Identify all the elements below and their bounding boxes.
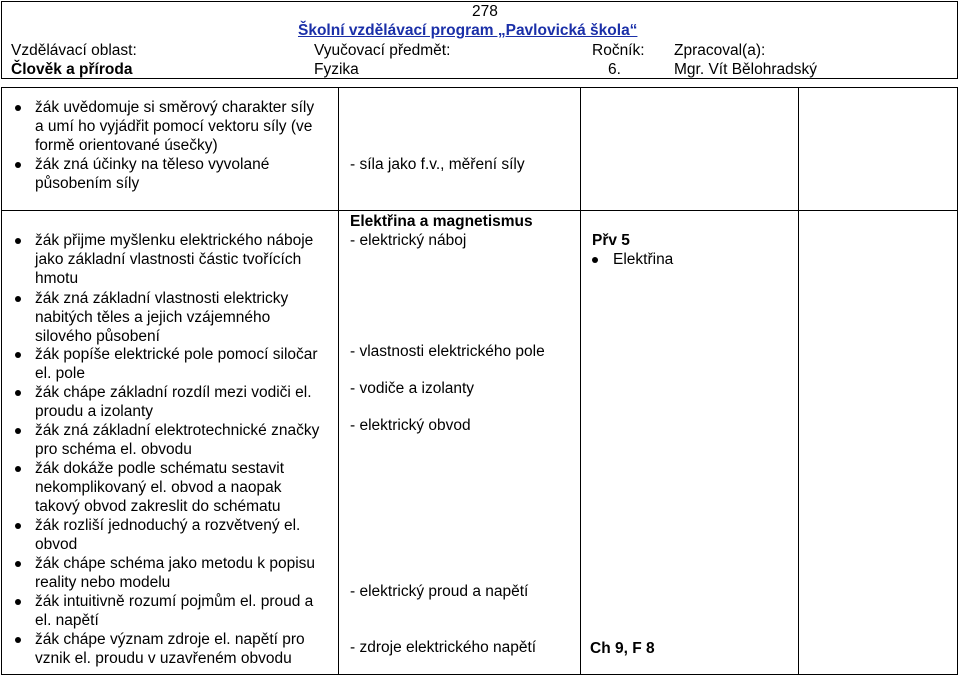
outcome-line: proudu a izolanty <box>35 403 154 420</box>
subject-value: Fyzika <box>314 61 359 78</box>
bullet-icon <box>15 466 21 472</box>
outcome-line: žák zná účinky na těleso vyvolané <box>35 156 270 173</box>
curriculum-item: - vlastnosti elektrického pole <box>350 343 545 360</box>
outcome-line: žák uvědomuje si směrový charakter síly <box>35 99 315 116</box>
outcome-line: žák chápe základní rozdíl mezi vodiči el. <box>35 384 312 401</box>
field-label: Vzdělávací oblast: <box>11 42 137 59</box>
links-heading: Přv 5 <box>592 232 630 249</box>
outcome-line: reality nebo modelu <box>35 574 171 591</box>
outcome-line: nabitých těles a jejich vzájemného <box>35 309 271 326</box>
outcome-line: pro schéma el. obvodu <box>35 441 192 458</box>
outcome-line: žák přijme myšlenku elektrického náboje <box>35 232 314 249</box>
links-bottom: Ch 9, F 8 <box>590 640 655 657</box>
curriculum-item: - elektrický náboj <box>350 232 467 249</box>
bullet-icon <box>15 523 21 529</box>
page-number: 278 <box>472 3 498 20</box>
curriculum-item: - vodiče a izolanty <box>350 380 475 397</box>
outcome-line: žák zná základní elektrotechnické značky <box>35 422 320 439</box>
outcome-line: jako základní vlastnosti částic tvořících <box>35 251 302 268</box>
column-divider-1 <box>338 87 339 675</box>
curriculum-item: - zdroje elektrického napětí <box>350 639 537 656</box>
column-divider-3 <box>798 87 799 675</box>
curriculum-item: - elektrický obvod <box>350 417 471 434</box>
author-label: Zpracoval(a): <box>674 42 766 59</box>
bullet-icon <box>15 637 21 643</box>
outcome-line: vznik el. proudu v uzavřeném obvodu <box>35 650 292 667</box>
bullet-icon <box>15 599 21 605</box>
program-title: Školní vzdělávací program „Pavlovická škola“ <box>298 22 638 39</box>
outcome-line: a umí ho vyjádřit pomocí vektoru síly (ve <box>35 118 313 135</box>
grade-label: Ročník: <box>592 42 645 59</box>
curriculum-item: - elektrický proud a napětí <box>350 583 529 600</box>
outcome-line: žák rozliší jednoduchý a rozvětvený el. <box>35 517 301 534</box>
field-value: Člověk a příroda <box>11 61 133 78</box>
bullet-icon <box>15 296 21 302</box>
outcome-line: žák intuitivně rozumí pojmům el. proud a <box>35 593 314 610</box>
links-item: Elektřina <box>613 251 674 268</box>
outcome-line: takový obvod zakreslit do schématu <box>35 498 281 515</box>
outcome-line: el. napětí <box>35 612 99 629</box>
grade-value: 6. <box>608 61 621 78</box>
author-value: Mgr. Vít Bělohradský <box>674 61 818 78</box>
outcome-line: el. pole <box>35 365 85 382</box>
outcome-line: žák chápe význam zdroje el. napětí pro <box>35 631 305 648</box>
row-divider <box>1 210 958 211</box>
outcome-line: nekomplikovaný el. obvod a naopak <box>35 479 282 496</box>
column-divider-2 <box>580 87 581 675</box>
outcome-line: působením síly <box>35 175 140 192</box>
bullet-icon <box>15 162 21 168</box>
outcome-line: hmotu <box>35 270 79 287</box>
subject-label: Vyučovací předmět: <box>314 42 451 59</box>
curriculum-item: - síla jako f.v., měření síly <box>350 156 525 173</box>
table-border-left <box>1 87 2 675</box>
table-border-right <box>957 87 958 675</box>
outcome-line: žák dokáže podle schématu sestavit <box>35 460 284 477</box>
bullet-icon <box>15 352 21 358</box>
bullet-icon <box>15 428 21 434</box>
header-border-right <box>957 1 958 78</box>
outcome-line: obvod <box>35 536 78 553</box>
outcome-line: žák chápe schéma jako metodu k popisu <box>35 555 316 572</box>
outcome-line: žák zná základní vlastnosti elektricky <box>35 290 289 307</box>
outcome-line: silového působení <box>35 328 160 345</box>
bullet-icon <box>592 257 598 263</box>
bullet-icon <box>15 390 21 396</box>
section-heading: Elektřina a magnetismus <box>350 213 533 230</box>
table-border-top <box>1 87 958 88</box>
header-border-left <box>1 1 2 78</box>
outcome-line: žák popíše elektrické pole pomocí siločar <box>35 346 318 363</box>
outcome-line: formě orientované úsečky) <box>35 137 218 154</box>
bullet-icon <box>15 238 21 244</box>
bullet-icon <box>15 105 21 111</box>
table-border-bottom <box>1 674 958 675</box>
bullet-icon <box>15 561 21 567</box>
